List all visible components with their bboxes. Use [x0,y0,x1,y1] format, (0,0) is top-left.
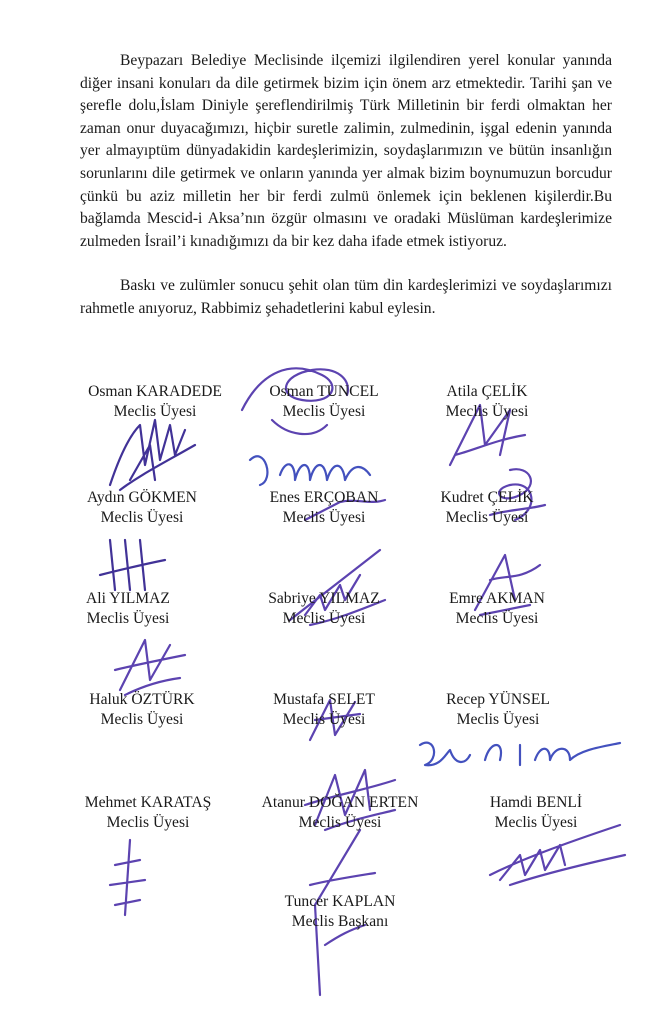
signatory-title: Meclis Üyesi [106,814,190,831]
signatory-title: Meclis Üyesi [445,509,529,526]
signatory-kudret-celik [392,488,582,528]
signatory-osman-karadede [60,382,250,422]
signature-recep-yunsel [410,725,630,780]
signatory-atila-celik [392,382,582,422]
signatory-haluk-ozturk [47,690,237,730]
signatory-name: Tuncer KAPLAN [284,893,396,910]
signatory-title: Meclis Üyesi [445,403,529,420]
signatory-recep-yunsel [403,690,593,730]
signatory-enes-ercoban [229,488,419,528]
signatory-name: Recep YÜNSEL [446,691,550,708]
signatory-atanur-dogan-erten [245,793,435,833]
signatory-title: Meclis Üyesi [282,509,366,526]
signatory-osman-tuncel [229,382,419,422]
signatory-name: Ali YILMAZ [86,590,170,607]
signatory-name: Hamdi BENLİ [489,794,583,811]
signatory-name: Osman KARADEDE [88,383,222,400]
signatory-title: Meclis Üyesi [100,509,184,526]
signatory-title: Meclis Üyesi [282,403,366,420]
signatory-title: Meclis Üyesi [282,711,366,728]
signatory-hamdi-benli [441,793,631,833]
signatory-name: Sabriye YILMAZ [268,590,380,607]
signatory-name: Kudret ÇELİK [440,489,534,506]
signatory-title: Meclis Üyesi [113,403,197,420]
signatory-mustafa-selet [229,690,419,730]
signature-mehmet-karatas [95,835,165,925]
signatory-title: Meclis Üyesi [282,610,366,627]
signatory-aydin-gokmen [47,488,237,528]
signatory-name: Mustafa SELET [273,691,375,708]
statement-paragraph-2: Baskı ve zulümler sonucu şehit olan tüm din kardeşlerimizi ve soydaşlarımızı rahmetle anıyoruz, Rabbimiz şehadetlerini kabul eylesin. [80,277,612,317]
signatory-title: Meclis Üyesi [455,610,539,627]
signatory-title: Meclis Üyesi [494,814,578,831]
signatory-sabriye-yilmaz [229,589,419,629]
signatory-title: Meclis Üyesi [86,610,170,627]
signatory-name: Aydın GÖKMEN [87,489,197,506]
signatory-name: Atanur DOĞAN ERTEN [261,794,419,811]
signatory-ali-yilmaz [33,589,223,629]
signatory-name: Mehmet KARATAŞ [84,794,212,811]
signatory-name: Enes ERÇOBAN [269,489,379,506]
signatory-title: Meclis Üyesi [298,814,382,831]
signatory-title: Meclis Üyesi [100,711,184,728]
signatory-name: Osman TUNCEL [269,383,379,400]
signatory-title: Meclis Üyesi [456,711,540,728]
signatory-mehmet-karatas [53,793,243,833]
signatory-name: Haluk ÖZTÜRK [89,691,195,708]
signatory-tuncer-kaplan [245,892,435,932]
signatory-name: Atila ÇELİK [446,383,528,400]
signatory-emre-akman [402,589,592,629]
signatory-title: Meclis Başkanı [291,913,389,930]
statement-paragraph-1: Beypazarı Belediye Meclisinde ilçemizi ilgilendiren yerel konular yanında diğer insani konuları da dile getirmek bizim için önem arz etmektedir. Tarihi şan ve şerefle dolu,İslam Diniyle şereflendirilmiş Türk Milletinin bir ferdi olmaktan her zaman onur duyacağımızı, hiçbir suretle zalimin, zulmedinin, işgal edenin yanında yer almayıptüm dünyadakidin kardeşlerimizin, soydaşlarımızın ve bütün insanlığın sorunlarını dile getirmek ve onların yanında yer almak bizim boynumuzun borcudur çünkü bu aziz milletin her bir ferdi zulmü önlemek için beklenen kişilerdir.Bu bağlamda Mescid-i Aksa’nın özgür olmasını ve oradaki Müslüman kardeşlerimize zulmeden İsrail’i kınadığımızı da bir kez daha ifade etmek istiyoruz. [80,52,612,250]
signatory-name: Emre AKMAN [449,590,545,607]
